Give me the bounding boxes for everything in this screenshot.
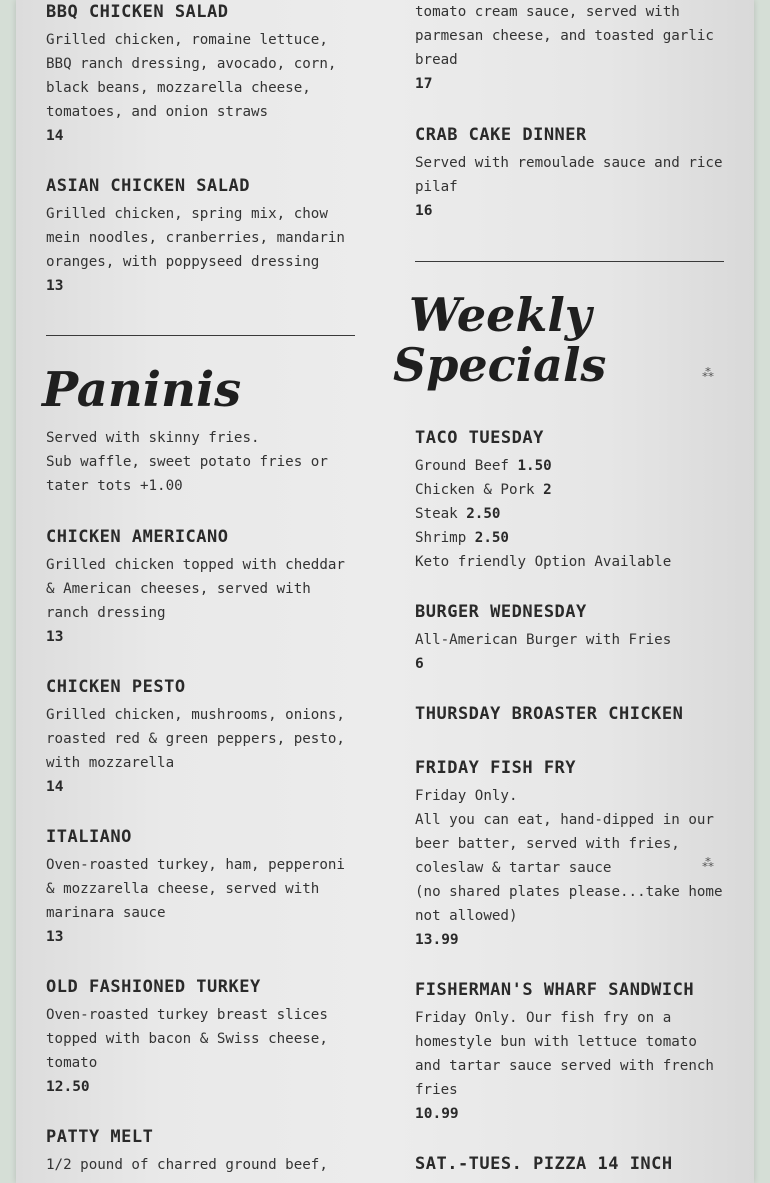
- taco-row-price: 2.50: [466, 506, 501, 522]
- taco-row-label: Steak: [415, 506, 458, 522]
- menu-page: [16, 0, 754, 1183]
- item-description: 1/2 pound of charred ground beef,: [46, 1157, 328, 1173]
- item-title: THURSDAY BROASTER CHICKEN: [415, 704, 684, 724]
- item-description: Grilled chicken, mushrooms, onions, roasted red & green peppers, pesto, with mozzarella: [46, 707, 345, 771]
- item-price: 13.99: [415, 932, 459, 948]
- menu-item-bbq-chicken-salad: [46, 2, 358, 148]
- item-title: BURGER WEDNESDAY: [415, 602, 587, 622]
- item-description: Grilled chicken topped with cheddar & American cheeses, served with ranch dressing: [46, 557, 345, 621]
- item-title: ASIAN CHICKEN SALAD: [46, 176, 250, 196]
- taco-row-label: Shrimp: [415, 530, 467, 546]
- special-burger-wednesday: [415, 602, 727, 676]
- item-price: 14: [46, 779, 64, 795]
- paninis-intro: [46, 426, 358, 498]
- taco-row: [415, 502, 727, 526]
- menu-item-patty-melt: [46, 1127, 358, 1177]
- taco-row-price: 1.50: [517, 458, 552, 474]
- item-title: FRIDAY FISH FRY: [415, 758, 577, 778]
- item-description: All-American Burger with Fries: [415, 632, 672, 648]
- item-description: (no shared plates please...take home not allowed): [415, 884, 723, 924]
- item-title: CHICKEN AMERICANO: [46, 527, 229, 547]
- item-description: Friday Only. Our fish fry on a homestyle bun with lettuce tomato and tartar sauce served with french fries: [415, 1010, 714, 1098]
- item-price: 13: [46, 629, 64, 645]
- item-description: Oven-roasted turkey breast slices topped with bacon & Swiss cheese, tomato: [46, 1007, 328, 1071]
- section-divider: [46, 335, 355, 336]
- taco-row: [415, 478, 727, 502]
- item-price: 14: [46, 128, 64, 144]
- item-description: Oven-roasted turkey, ham, pepperoni & mozzarella cheese, served with marinara sauce: [46, 857, 345, 921]
- taco-row-label: Chicken & Pork: [415, 482, 535, 498]
- item-description: All you can eat, hand-dipped in our beer batter, served with fries, coleslaw & tartar sauce: [415, 812, 714, 876]
- menu-item-chicken-americano: [46, 527, 358, 649]
- item-description: Served with remoulade sauce and rice pilaf: [415, 155, 723, 195]
- special-taco-tuesday: [415, 428, 727, 574]
- special-thursday-broaster-chicken: [415, 704, 727, 730]
- item-price: 16: [415, 203, 433, 219]
- paper-speck-icon: ⁂: [702, 366, 714, 380]
- taco-row-price: 2: [543, 482, 552, 498]
- special-fishermans-wharf-sandwich: [415, 980, 727, 1126]
- item-title: FISHERMAN'S WHARF SANDWICH: [415, 980, 695, 1000]
- menu-item-italiano: [46, 827, 358, 949]
- item-description: Grilled chicken, romaine lettuce, BBQ ranch dressing, avocado, corn, black beans, mozzarella cheese, tomatoes, and onion straws: [46, 32, 337, 120]
- taco-row: [415, 526, 727, 550]
- item-price: 17: [415, 76, 433, 92]
- menu-item-old-fashioned-turkey: [46, 977, 358, 1099]
- item-title: SAT.-TUES. PIZZA 14 INCH: [415, 1154, 673, 1174]
- item-price: 13: [46, 278, 64, 294]
- paninis-heading: Paninis: [42, 362, 242, 418]
- item-price: 10.99: [415, 1106, 459, 1122]
- menu-item-chicken-pesto: [46, 677, 358, 799]
- item-description: Grilled chicken, spring mix, chow mein noodles, cranberries, mandarin oranges, with poppyseed dressing: [46, 206, 345, 270]
- menu-item-asian-chicken-salad: [46, 176, 358, 298]
- menu-item-crab-cake-dinner: [415, 125, 727, 223]
- item-price: 6: [415, 656, 424, 672]
- taco-row-label: Ground Beef: [415, 458, 509, 474]
- item-title: OLD FASHIONED TURKEY: [46, 977, 261, 997]
- taco-row: [415, 454, 727, 478]
- taco-row-price: 2.50: [474, 530, 509, 546]
- item-title: ITALIANO: [46, 827, 132, 847]
- item-price: 13: [46, 929, 64, 945]
- special-pizza: [415, 1154, 727, 1180]
- section-divider: [415, 261, 724, 262]
- item-description: tomato cream sauce, served with parmesan cheese, and toasted garlic bread: [415, 4, 714, 68]
- item-title: CHICKEN PESTO: [46, 677, 186, 697]
- weekly-specials-heading-line1: Weekly: [409, 288, 592, 342]
- item-title: TACO TUESDAY: [415, 428, 544, 448]
- item-title: PATTY MELT: [46, 1127, 154, 1147]
- item-description: Friday Only.: [415, 788, 518, 804]
- weekly-specials-heading-line2: Specials: [393, 338, 607, 392]
- paninis-intro-line: Served with skinny fries.: [46, 430, 260, 446]
- paninis-intro-line: Sub waffle, sweet potato fries or tater tots +1.00: [46, 454, 328, 494]
- special-friday-fish-fry: [415, 758, 727, 952]
- paper-speck-icon: ⁂: [702, 856, 714, 870]
- taco-note: Keto friendly Option Available: [415, 554, 672, 570]
- menu-item-pasta-continued: [415, 0, 727, 96]
- item-price: 12.50: [46, 1079, 90, 1095]
- item-title: BBQ CHICKEN SALAD: [46, 2, 229, 22]
- item-title: CRAB CAKE DINNER: [415, 125, 587, 145]
